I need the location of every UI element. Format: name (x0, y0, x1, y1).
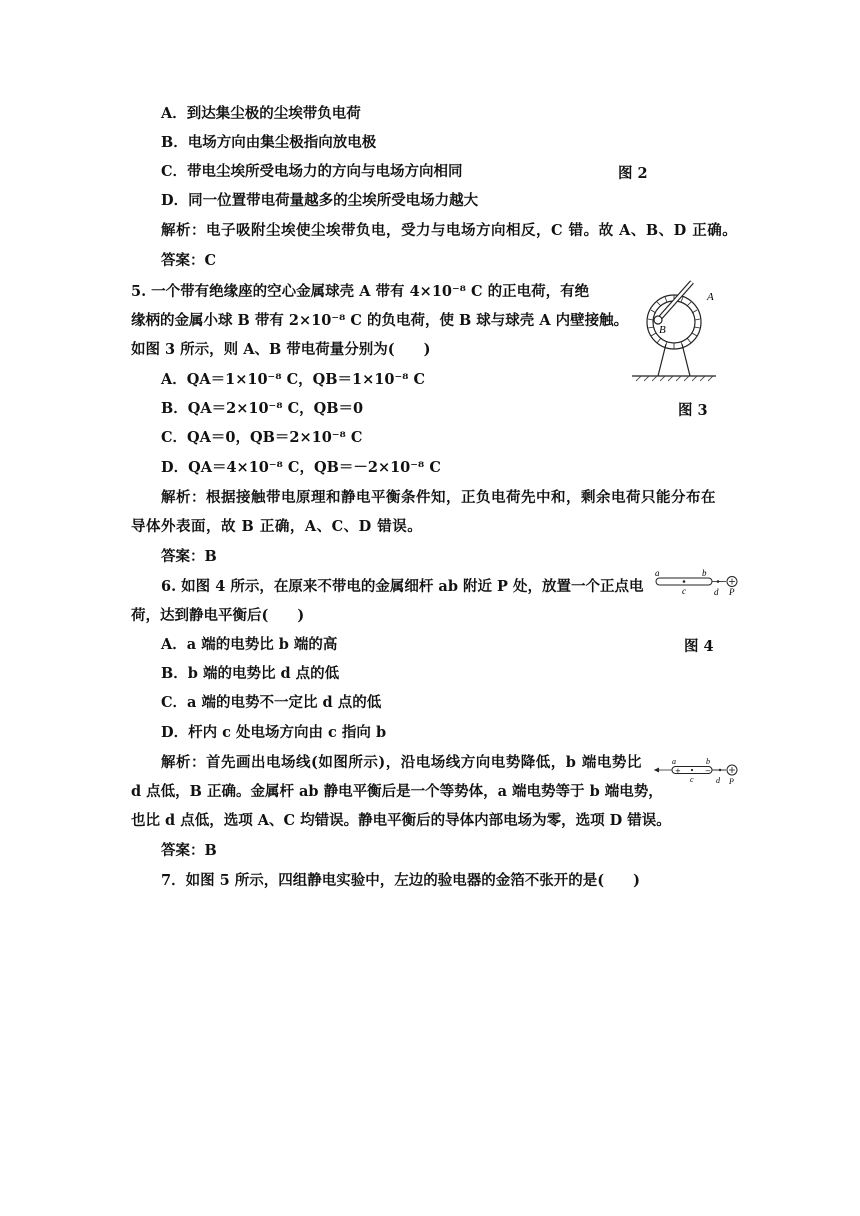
svg-text:−: − (705, 767, 711, 775)
analysis-figure-letter-p: P (729, 777, 734, 786)
figure-3-sphere-diagram (628, 280, 720, 382)
figure-3-label: 图 3 (678, 402, 708, 419)
analysis-field-line-diagram (652, 756, 744, 786)
figure-3-letter-b: B (659, 324, 666, 336)
q5-analysis-line-1: 解析：根据接触带电原理和静电平衡条件知，正负电荷先中和，剩余电荷只能分布在 (161, 489, 716, 506)
analysis-figure-letter-a: a (672, 757, 676, 766)
figure-4-letter-a: a (655, 568, 660, 578)
q4-analysis: 解析：电子吸附尘埃使尘埃带负电，受力与电场方向相反，C 错。故 A、B、D 正确。 (161, 222, 738, 239)
q6-option-d: D．杆内 c 处电场方向由 c 指向 b (161, 724, 387, 741)
svg-text:+: + (675, 767, 681, 775)
figure-4-rod-diagram (650, 568, 742, 602)
q6-analysis-line-1: 解析：首先画出电场线(如图所示)，沿电场线方向电势降低，b 端电势比 (161, 754, 642, 771)
q6-option-c: C．a 端的电势不一定比 d 点的低 (161, 694, 382, 711)
q7-stem-line-1: 7．如图 5 所示，四组静电实验中，左边的验电器的金箔不张开的是( ) (161, 872, 640, 889)
q5-stem-line-3: 如图 3 所示，则 A、B 带电荷量分别为( ) (131, 341, 431, 358)
q5-option-d: D．QA＝4×10⁻⁸ C，QB＝－2×10⁻⁸ C (161, 459, 441, 476)
q4-option-d: D．同一位置带电荷量越多的尘埃所受电场力越大 (161, 192, 479, 209)
q4-answer: 答案：C (161, 252, 217, 269)
q6-analysis-line-3: 也比 d 点低，选项 A、C 均错误。静电平衡后的导体内部电场为零，选项 D 错误。 (131, 812, 671, 829)
analysis-figure-letter-b: b (706, 757, 710, 766)
analysis-figure-letter-c: c (690, 775, 694, 784)
q6-answer: 答案：B (161, 842, 217, 859)
figure-4-label: 图 4 (684, 638, 714, 655)
q4-option-b: B．电场方向由集尘极指向放电极 (161, 134, 377, 151)
q6-option-b: B．b 端的电势比 d 点的低 (161, 665, 340, 682)
q6-stem-line-1: 6. 如图 4 所示，在原来不带电的金属细杆 ab 附近 P 处，放置一个正点电 (161, 578, 644, 595)
q5-option-a: A．QA＝1×10⁻⁸ C，QB＝1×10⁻⁸ C (161, 371, 426, 388)
figure-2-label: 图 2 (618, 165, 648, 182)
figure-4-letter-c: c (682, 586, 686, 596)
q5-analysis-line-2: 导体外表面，故 B 正确，A、C、D 错误。 (131, 518, 423, 535)
q6-stem-line-2: 荷，达到静电平衡后( ) (131, 607, 305, 624)
q5-stem-line-2: 缘柄的金属小球 B 带有 2×10⁻⁸ C 的负电荷，使 B 球与球壳 A 内壁接触。 (131, 312, 629, 329)
figure-4-letter-p: P (729, 587, 735, 597)
q6-analysis-line-2: d 点低，B 正确。金属杆 ab 静电平衡后是一个等势体，a 端电势等于 b 端电势， (131, 783, 663, 800)
q5-stem-line-1: 5. 一个带有绝缘座的空心金属球壳 A 带有 4×10⁻⁸ C 的正电荷，有绝 (131, 283, 590, 300)
q5-option-c: C．QA＝0，QB＝2×10⁻⁸ C (161, 429, 363, 446)
q6-option-a: A．a 端的电势比 b 端的高 (161, 636, 338, 653)
q4-option-c: C．带电尘埃所受电场力的方向与电场方向相同 (161, 163, 463, 180)
figure-4-letter-b: b (702, 568, 707, 578)
figure-3-letter-a: A (707, 291, 714, 303)
q5-answer: 答案：B (161, 548, 217, 565)
q5-option-b: B．QA＝2×10⁻⁸ C，QB＝0 (161, 400, 364, 417)
q4-option-a: A．到达集尘极的尘埃带负电荷 (161, 105, 361, 122)
analysis-figure-letter-d: d (716, 776, 720, 785)
figure-4-letter-d: d (714, 587, 719, 597)
